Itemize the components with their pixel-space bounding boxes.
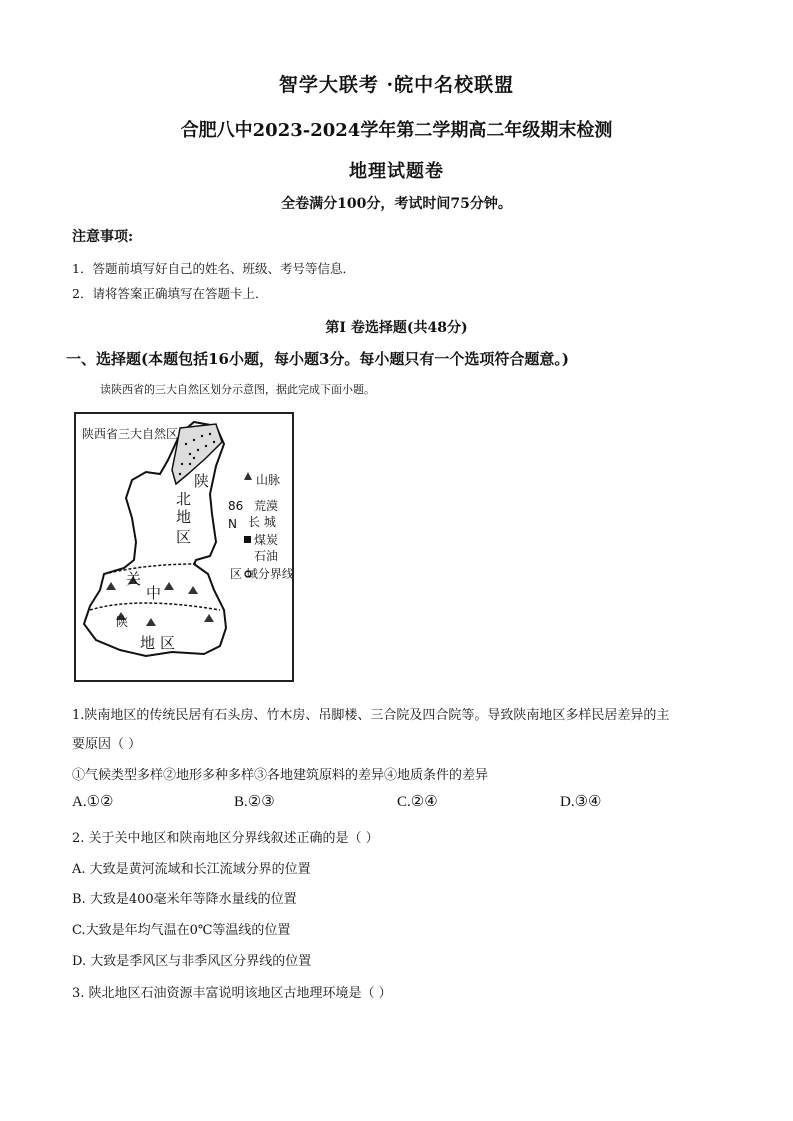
question-3-stem: 3. 陕北地区石油资源丰富说明该地区古地理环境是（ ）: [72, 986, 392, 1001]
exam-alliance-title: 智学大联考 ·皖中名校联盟: [278, 74, 515, 96]
section-intro: 读陕西省的三大自然区划分示意图，据此完成下面小题。: [100, 383, 375, 396]
question-1-option-b[interactable]: B.②③: [234, 794, 275, 810]
question-2-option-c[interactable]: C.大致是年均气温在0℃等温线的位置: [72, 923, 291, 938]
question-2-stem: 2. 关于关中地区和陕南地区分界线叙述正确的是（ ）: [72, 831, 379, 846]
notice-item: 2．请将答案正确填写在答题卡上．: [72, 286, 268, 301]
legend-mountain: 山脉: [256, 473, 281, 487]
question-1-option-a[interactable]: A.①②: [72, 794, 114, 810]
shaanxi-region-map: [74, 412, 294, 682]
part-title: 第I 卷选择题(共48分): [325, 320, 468, 336]
question-1-stem-cont: 要原因（ ）: [72, 737, 142, 752]
coal-legend-icon: [244, 536, 251, 543]
question-1-statements: ①气候类型多样②地形多种多样③各地建筑原料的差异④地质条件的差异: [72, 768, 489, 783]
legend-coal: 煤炭: [254, 533, 279, 547]
north-region-label: 区: [176, 528, 192, 546]
legend-oil: 石油: [254, 549, 279, 563]
legend-desert: 荒漠: [254, 499, 279, 513]
subject-title: 地理试题卷: [349, 161, 444, 182]
notice-item: 1．答题前填写好自己的姓名、班级、考号等信息．: [72, 261, 355, 276]
mountain-legend-icon: [244, 472, 252, 480]
notice-title: 注意事项:: [72, 229, 134, 245]
south-region-label: 地: [140, 634, 156, 652]
legend-boundary: 区 域分界线: [230, 567, 292, 581]
question-1-option-c[interactable]: C.②④: [397, 794, 438, 810]
north-region-label: 陕: [194, 472, 210, 490]
question-1-stem: 1.陕南地区的传统民居有石头房、竹木房、吊脚楼、三合院及四合院等。导致陕南地区多样民居差异的主: [72, 708, 670, 723]
question-2-option-d[interactable]: D. 大致是季风区与非季风区分界线的位置: [72, 954, 312, 969]
exam-info: 全卷满分100分，考试时间75分钟。: [281, 196, 512, 212]
legend-n: N: [228, 517, 237, 531]
section-heading: 一、选择题(本题包括16小题，每小题3分。每小题只有一个选项符合题意。): [66, 350, 570, 368]
north-region-label: 地: [176, 508, 192, 526]
map-title: 陕西省三大自然区: [82, 427, 179, 441]
central-region-label: 关: [126, 570, 142, 588]
north-region-label: 北: [176, 490, 192, 508]
legend-number: 86: [228, 499, 244, 513]
question-1-option-d[interactable]: D.③④: [560, 794, 602, 810]
south-region-label: 陕: [116, 615, 129, 629]
legend-great-wall: 长 城: [248, 515, 276, 529]
question-2-option-b[interactable]: B. 大致是400毫米年等降水量线的位置: [72, 892, 297, 907]
south-region-label: 区: [160, 634, 176, 652]
question-2-option-a[interactable]: A. 大致是黄河流域和长江流域分界的位置: [72, 862, 311, 877]
exam-title: 合肥八中2023-2024学年第二学期高二年级期末检测: [180, 120, 613, 141]
map-graphic: [76, 414, 292, 680]
central-region-label: 中: [146, 584, 162, 602]
